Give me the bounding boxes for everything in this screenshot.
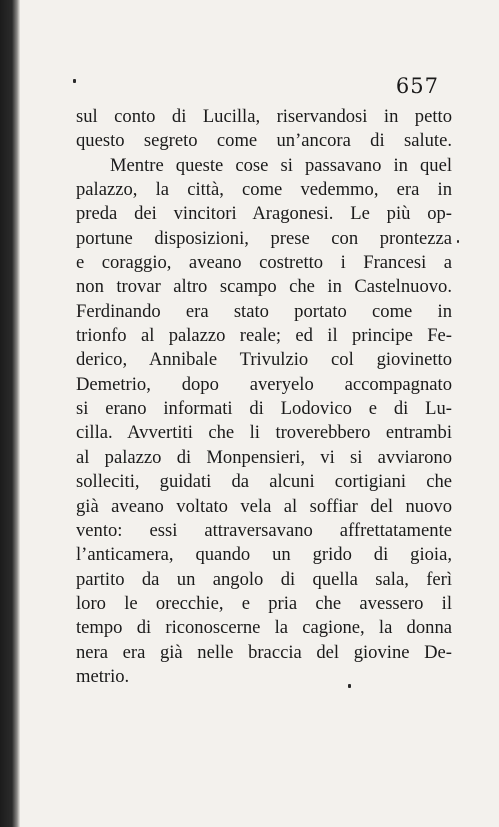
ink-speck — [73, 79, 76, 83]
text-line: solleciti, guidati da alcuni cortigiani che — [76, 471, 452, 493]
ink-speck — [348, 684, 351, 688]
text-line: derico, Annibale Trivulzio col giovinetto — [76, 349, 452, 371]
text-line: loro le orecchie, e pria che avessero il — [76, 592, 452, 614]
text-line: non trovar altro scampo che in Castelnuovo. — [76, 276, 452, 298]
page-number: 657 — [395, 74, 439, 98]
body-text — [76, 105, 452, 689]
text-line: sul conto di Lucilla, riservandosi in petto — [76, 106, 452, 127]
text-line: portune disposizioni, prese con prontezza — [76, 227, 452, 249]
text-line: palazzo, la città, come vedemmo, era in — [76, 179, 452, 201]
text-line: tempo di riconoscerne la cagione, la donna — [76, 617, 452, 639]
text-line: al palazzo di Monpensieri, vi si avviarono — [76, 446, 452, 468]
text-line: vento: essi attraversavano affrettatamente — [76, 519, 452, 541]
text-line: si erano informati di Lodovico e di Lu- — [76, 398, 452, 420]
text-line: l’anticamera, quando un grido di gioia, — [76, 544, 452, 566]
text-line: trionfo al palazzo reale; ed il principe Fe- — [76, 325, 452, 347]
text-line: Mentre queste cose si passavano in quel — [110, 154, 452, 176]
text-line: preda dei vincitori Aragonesi. Le più op- — [76, 203, 452, 225]
text-line: Ferdinando era stato portato come in — [76, 300, 452, 322]
ink-speck — [457, 240, 459, 243]
text-line: nera era già nelle braccia del giovine De- — [76, 641, 452, 663]
text-line: Demetrio, dopo averyelo accompagnato — [76, 373, 452, 395]
text-line: partito da un angolo di quella sala, ferì — [76, 568, 452, 590]
book-page — [20, 0, 499, 827]
text-line: questo segreto come un’ancora di salute. — [76, 130, 452, 152]
text-line: e coraggio, aveano costretto i Francesi a — [76, 252, 452, 274]
text-line: cilla. Avvertiti che li troverebbero entrambi — [76, 422, 452, 444]
book-gutter-shadow — [0, 0, 20, 827]
text-line: metrio. — [76, 665, 130, 687]
text-line: già aveano voltato vela al soffiar del nuovo — [76, 495, 452, 517]
